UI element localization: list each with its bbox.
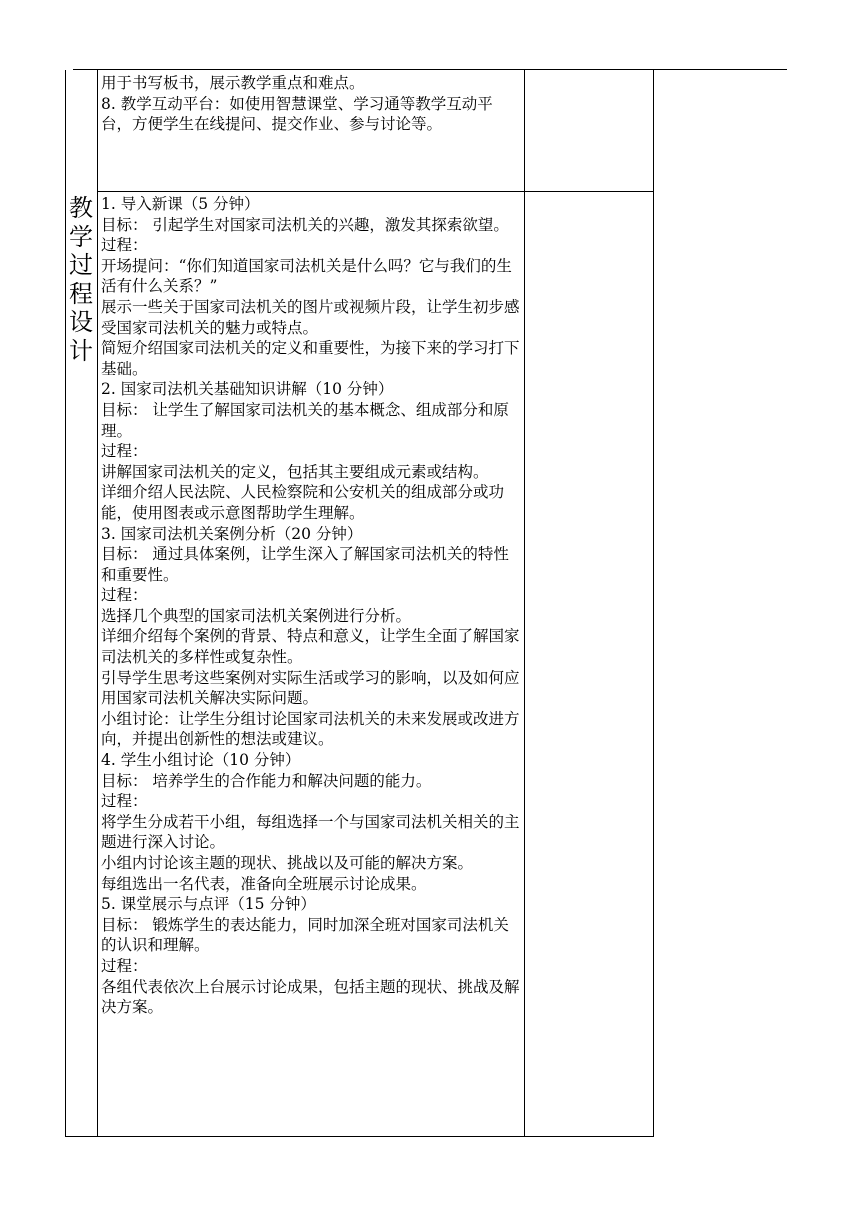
text-line: 过程： bbox=[101, 792, 148, 811]
text-line: 目标： 让学生了解国家司法机关的基本概念、组成部分和原理。 bbox=[101, 400, 509, 440]
text-line: 用于书写板书，展示教学重点和难点。 bbox=[101, 74, 365, 92]
text-line: 过程： bbox=[101, 586, 148, 605]
text-line: 讲解国家司法机关的定义，包括其主要组成元素或结构。 bbox=[101, 462, 489, 481]
text-line: 详细介绍每个案例的背景、特点和意义，让学生全面了解国家司法机关的多样性或复杂性。 bbox=[101, 627, 520, 667]
text-line: 过程： bbox=[101, 442, 148, 461]
text-line: 1. 导入新课（5 分钟） bbox=[101, 195, 260, 213]
table-border-right bbox=[653, 70, 654, 1137]
label-char: 设 bbox=[69, 308, 93, 336]
table-divider-label bbox=[97, 70, 98, 1137]
text-line: 目标： 通过具体案例，让学生深入了解国家司法机关的特性和重要性。 bbox=[101, 545, 509, 584]
text-line: 详细介绍人民法院、人民检察院和公安机关的组成部分或功能，使用图表或示意图帮助学生理解。 bbox=[101, 483, 505, 522]
text-line: 小组讨论：让学生分组讨论国家司法机关的未来发展或改进方向，并提出创新性的想法或建议。 bbox=[101, 709, 520, 749]
text-line: 8. 教学互动平台：如使用智慧课堂、学习通等教学互动平台，方便学生在线提问、提交作业、参与讨论等。 bbox=[101, 94, 493, 134]
teaching-tools-cell bbox=[101, 73, 521, 135]
text-line: 过程： bbox=[101, 956, 148, 975]
label-char: 过 bbox=[69, 251, 93, 279]
process-design-label bbox=[65, 194, 97, 365]
label-char: 教 bbox=[69, 194, 93, 222]
label-char: 计 bbox=[69, 336, 93, 365]
text-line: 2. 国家司法机关基础知识讲解（10 分钟） bbox=[101, 380, 394, 399]
text-line: 过程： bbox=[101, 236, 148, 255]
text-line: 选择几个典型的国家司法机关案例进行分析。 bbox=[101, 606, 412, 625]
text-line: 开场提问：“你们知道国家司法机关是什么吗？它与我们的生活有什么关系？” bbox=[101, 256, 512, 296]
table-border-bottom bbox=[65, 1136, 654, 1137]
text-line: 目标： 引起学生对国家司法机关的兴趣，激发其探索欲望。 bbox=[101, 215, 509, 234]
text-line: 4. 学生小组讨论（10 分钟） bbox=[101, 751, 301, 770]
table-divider-notes bbox=[524, 70, 525, 1137]
text-line: 展示一些关于国家司法机关的图片或视频片段，让学生初步感受国家司法机关的魅力或特点。 bbox=[101, 297, 520, 337]
text-line: 将学生分成若干小组，每组选择一个与国家司法机关相关的主题进行深入讨论。 bbox=[101, 812, 520, 852]
process-design-cell bbox=[101, 194, 521, 1018]
label-char: 学 bbox=[69, 222, 93, 251]
text-line: 简短介绍国家司法机关的定义和重要性，为接下来的学习打下基础。 bbox=[101, 339, 520, 378]
row-divider bbox=[97, 191, 654, 192]
text-line: 3. 国家司法机关案例分析（20 分钟） bbox=[101, 524, 363, 543]
label-char: 程 bbox=[69, 279, 93, 308]
text-line: 5. 课堂展示与点评（15 分钟） bbox=[101, 895, 316, 914]
text-line: 小组内讨论该主题的现状、挑战以及可能的解决方案。 bbox=[101, 854, 474, 872]
text-line: 目标： 锻炼学生的表达能力，同时加深全班对国家司法机关的认识和理解。 bbox=[101, 915, 509, 955]
text-line: 各组代表依次上台展示讨论成果，包括主题的现状、挑战及解决方案。 bbox=[101, 977, 520, 1017]
text-line: 引导学生思考这些案例对实际生活或学习的影响，以及如何应用国家司法机关解决实际问题。 bbox=[101, 668, 520, 708]
text-line: 每组选出一名代表，准备向全班展示讨论成果。 bbox=[101, 874, 427, 893]
text-line: 目标： 培养学生的合作能力和解决问题的能力。 bbox=[101, 771, 432, 790]
